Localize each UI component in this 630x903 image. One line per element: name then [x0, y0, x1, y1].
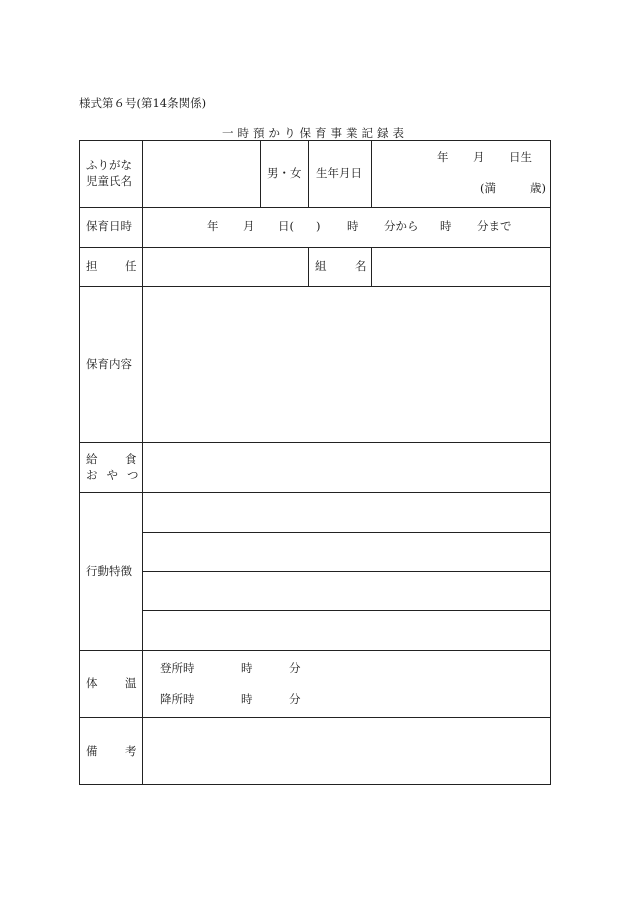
record-table [79, 140, 551, 785]
meal-label-1: 給 [86, 452, 98, 466]
child-name-label: 児童氏名 [86, 174, 132, 188]
col-divider [308, 247, 309, 286]
row-divider [80, 717, 550, 718]
departure-minute-unit: 分 [289, 692, 301, 706]
care-datetime-label: 保育日時 [86, 219, 132, 233]
birth-month-unit: 月 [473, 150, 485, 164]
behavior-subline [142, 532, 550, 533]
care-content-label: 保育内容 [86, 357, 132, 371]
label-column-divider [142, 141, 143, 784]
birthdate-label: 生年月日 [316, 166, 362, 180]
notes-label-2: 考 [125, 744, 137, 758]
arrival-minute-unit: 分 [289, 661, 301, 675]
class-label-1: 組 [315, 259, 327, 273]
col-divider [308, 141, 309, 207]
teacher-label-2: 任 [125, 259, 137, 273]
to-hour-unit: 時 [440, 219, 452, 233]
meal-label-2: 食 [125, 452, 137, 466]
weekday-close: ) [316, 219, 321, 233]
row-divider [80, 492, 550, 493]
temperature-label-2: 温 [125, 676, 137, 690]
snack-label: おやつ [86, 468, 148, 482]
col-divider [371, 247, 372, 286]
row-divider [80, 650, 550, 651]
departure-label: 降所時 [160, 692, 195, 706]
behavior-subline [142, 571, 550, 572]
sex-selector[interactable]: 男・女 [267, 166, 302, 180]
form-title: 一時預かり保育事業記録表 [222, 126, 408, 140]
care-year-unit: 年 [207, 219, 219, 233]
class-label-2: 名 [355, 259, 367, 273]
form-number: 様式第６号(第14条関係) [79, 96, 207, 110]
arrival-label: 登所時 [160, 661, 195, 675]
care-day-unit: 日( [278, 219, 294, 233]
teacher-label-1: 担 [86, 259, 98, 273]
age-open: (満 [480, 181, 496, 195]
care-month-unit: 月 [243, 219, 255, 233]
from-hour-unit: 時 [347, 219, 359, 233]
col-divider [260, 141, 261, 207]
age-close: 歳) [530, 181, 546, 195]
row-divider [80, 247, 550, 248]
col-divider [371, 141, 372, 207]
departure-hour-unit: 時 [241, 692, 253, 706]
to-minute-unit: 分まで [477, 219, 512, 233]
row-divider [80, 442, 550, 443]
arrival-hour-unit: 時 [241, 661, 253, 675]
birth-year-unit: 年 [437, 150, 449, 164]
temperature-label-1: 体 [86, 676, 98, 690]
birth-day-unit: 日生 [509, 150, 532, 164]
row-divider [80, 286, 550, 287]
from-minute-unit: 分から [384, 219, 419, 233]
behavior-subline [142, 610, 550, 611]
notes-label-1: 備 [86, 744, 98, 758]
row-divider [80, 207, 550, 208]
furigana-label: ふりがな [86, 158, 132, 172]
behavior-label: 行動特徴 [86, 564, 132, 578]
